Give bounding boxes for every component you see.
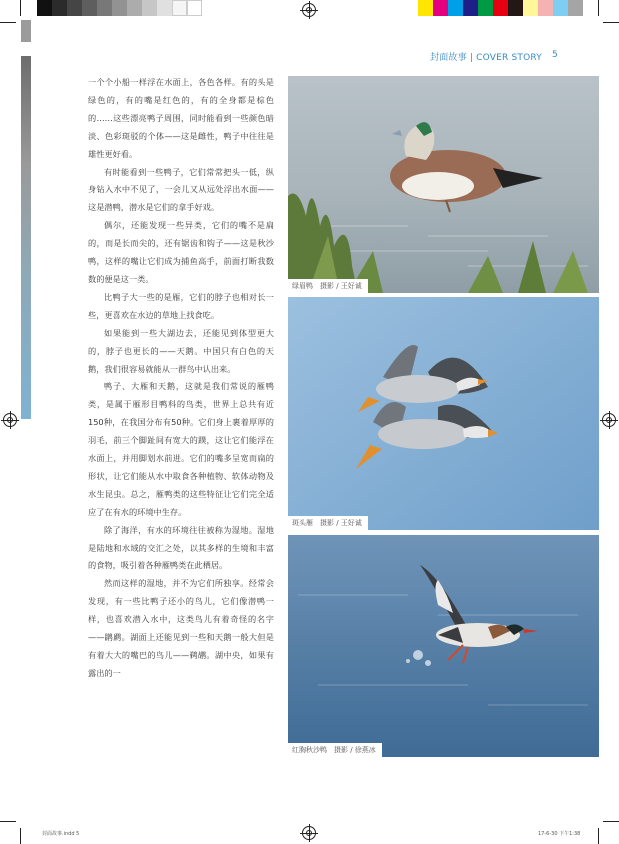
gray-swatch	[112, 0, 127, 16]
paragraph: 如果能到一些大湖边去，还能见到体型更大的，脖子也更长的——天鹅。中国只有白色的天鹅，我们很容易就能从一群鸟中认出来。	[88, 327, 274, 374]
merganser-illustration	[288, 535, 599, 757]
crop-mark	[0, 22, 16, 23]
gray-swatch	[187, 0, 202, 16]
page-number: 5	[552, 50, 558, 60]
color-swatch	[478, 0, 493, 16]
crop-mark	[20, 0, 21, 16]
color-swatch	[433, 0, 448, 16]
gray-swatch	[157, 0, 172, 16]
body-text-column	[88, 74, 274, 683]
crop-mark	[20, 828, 21, 844]
gray-swatch	[172, 0, 187, 16]
photo-red-breasted-merganser	[288, 535, 599, 757]
crop-mark	[0, 821, 16, 822]
color-swatch	[568, 0, 583, 16]
gray-swatch	[37, 0, 52, 16]
running-header: 封面故事 | COVER STORY	[430, 53, 542, 63]
color-swatch	[538, 0, 553, 16]
gray-swatch	[82, 0, 97, 16]
duck-illustration	[288, 76, 599, 293]
geese-illustration	[288, 297, 599, 530]
paragraph: 有时能看到一些鸭子，它们常常把头一低，纵身钻入水中不见了，一会儿又从远处浮出水面——这是潜鸭，潜水是它们的拿手好戏。	[88, 166, 274, 213]
photo-caption: 绿眉鸭 摄影 / 王好诚	[288, 279, 368, 293]
bleed-strip	[21, 56, 31, 419]
registration-mark-icon	[3, 413, 17, 427]
color-swatch	[523, 0, 538, 16]
photo-caption: 斑头雁 摄影 / 王好诚	[288, 516, 368, 530]
gray-swatch	[127, 0, 142, 16]
paragraph: 偶尔，还能发现一些异类，它们的嘴不是扁的，而是长而尖的，还有锯齿和钩子——这是秋沙鸭，这样的嘴让它们成为捕鱼高手，前面打断我数数的便是这一类。	[88, 220, 274, 284]
paragraph: 鸭子、大雁和天鹅，这就是我们常说的雁鸭类，是属于雁形目鸭科的鸟类，世界上总共有近150种，在我国分布有50种。它们身上裹着厚厚的羽毛，前三个脚趾间有宽大的蹼，这让它们能浮在水面上，并用脚划水前进。它们的嘴多呈宽而扁的形状，让它们能从水中取食各种植物、软体动物及水生昆虫。总之，雁鸭类的这些特征让它们完全适应了在有水的环境中生存。	[88, 381, 274, 517]
photo-bar-headed-geese	[288, 297, 599, 530]
gray-swatch	[52, 0, 67, 16]
photo-caption: 红胸秋沙鸭 摄影 / 徐燕冰	[288, 743, 382, 757]
color-swatch	[553, 0, 568, 16]
gray-swatch	[67, 0, 82, 16]
color-swatch	[463, 0, 478, 16]
paragraph: 一个个小船一样浮在水面上，各色各样。有的头是绿色的，有的嘴是红色的，有的全身都是棕色的……这些漂亮鸭子周围，同时能看到一些颜色暗淡、色彩斑驳的个体——这是雌性，鸭子中往往是雄性更好看。	[88, 77, 274, 159]
crop-mark	[598, 828, 599, 844]
paragraph: 然而这样的湿地，并不为它们所独享。经常会发现，有一些比鸭子还小的鸟儿，它们像潜鸭一样，也喜欢潜入水中，这类鸟儿有着奇怪的名字——䴙䴘。湖面上还能见到一些和天鹅一般大但是有着大大的嘴巴的鸟儿——鹈鹕。湖中央，如果有露出的一	[88, 578, 274, 678]
paragraph: 除了海洋，有水的环境往往被称为湿地。湿地是陆地和水域的交汇之处，以其多样的生境和丰富的食物，吸引着各种雁鸭类在此栖居。	[88, 524, 274, 571]
crop-mark	[603, 821, 619, 822]
color-swatch	[448, 0, 463, 16]
crop-mark	[598, 0, 599, 16]
registration-mark-icon	[302, 3, 316, 17]
registration-mark-icon	[302, 826, 316, 840]
slug-timestamp: 17-6-30 下午1:38	[538, 831, 581, 837]
registration-mark-icon	[602, 413, 616, 427]
photo-american-wigeon	[288, 76, 599, 293]
color-swatch	[493, 0, 508, 16]
gray-swatch	[142, 0, 157, 16]
slug-filename: 封面故事.indd 5	[42, 831, 80, 837]
color-swatch	[508, 0, 523, 16]
color-swatch	[418, 0, 433, 16]
crop-mark	[603, 22, 619, 23]
bleed-strip-top	[21, 20, 31, 42]
paragraph: 比鸭子大一些的是雁，它们的脖子也相对长一些，更喜欢在水边的草地上找食吃。	[88, 291, 274, 320]
gray-swatch	[97, 0, 112, 16]
